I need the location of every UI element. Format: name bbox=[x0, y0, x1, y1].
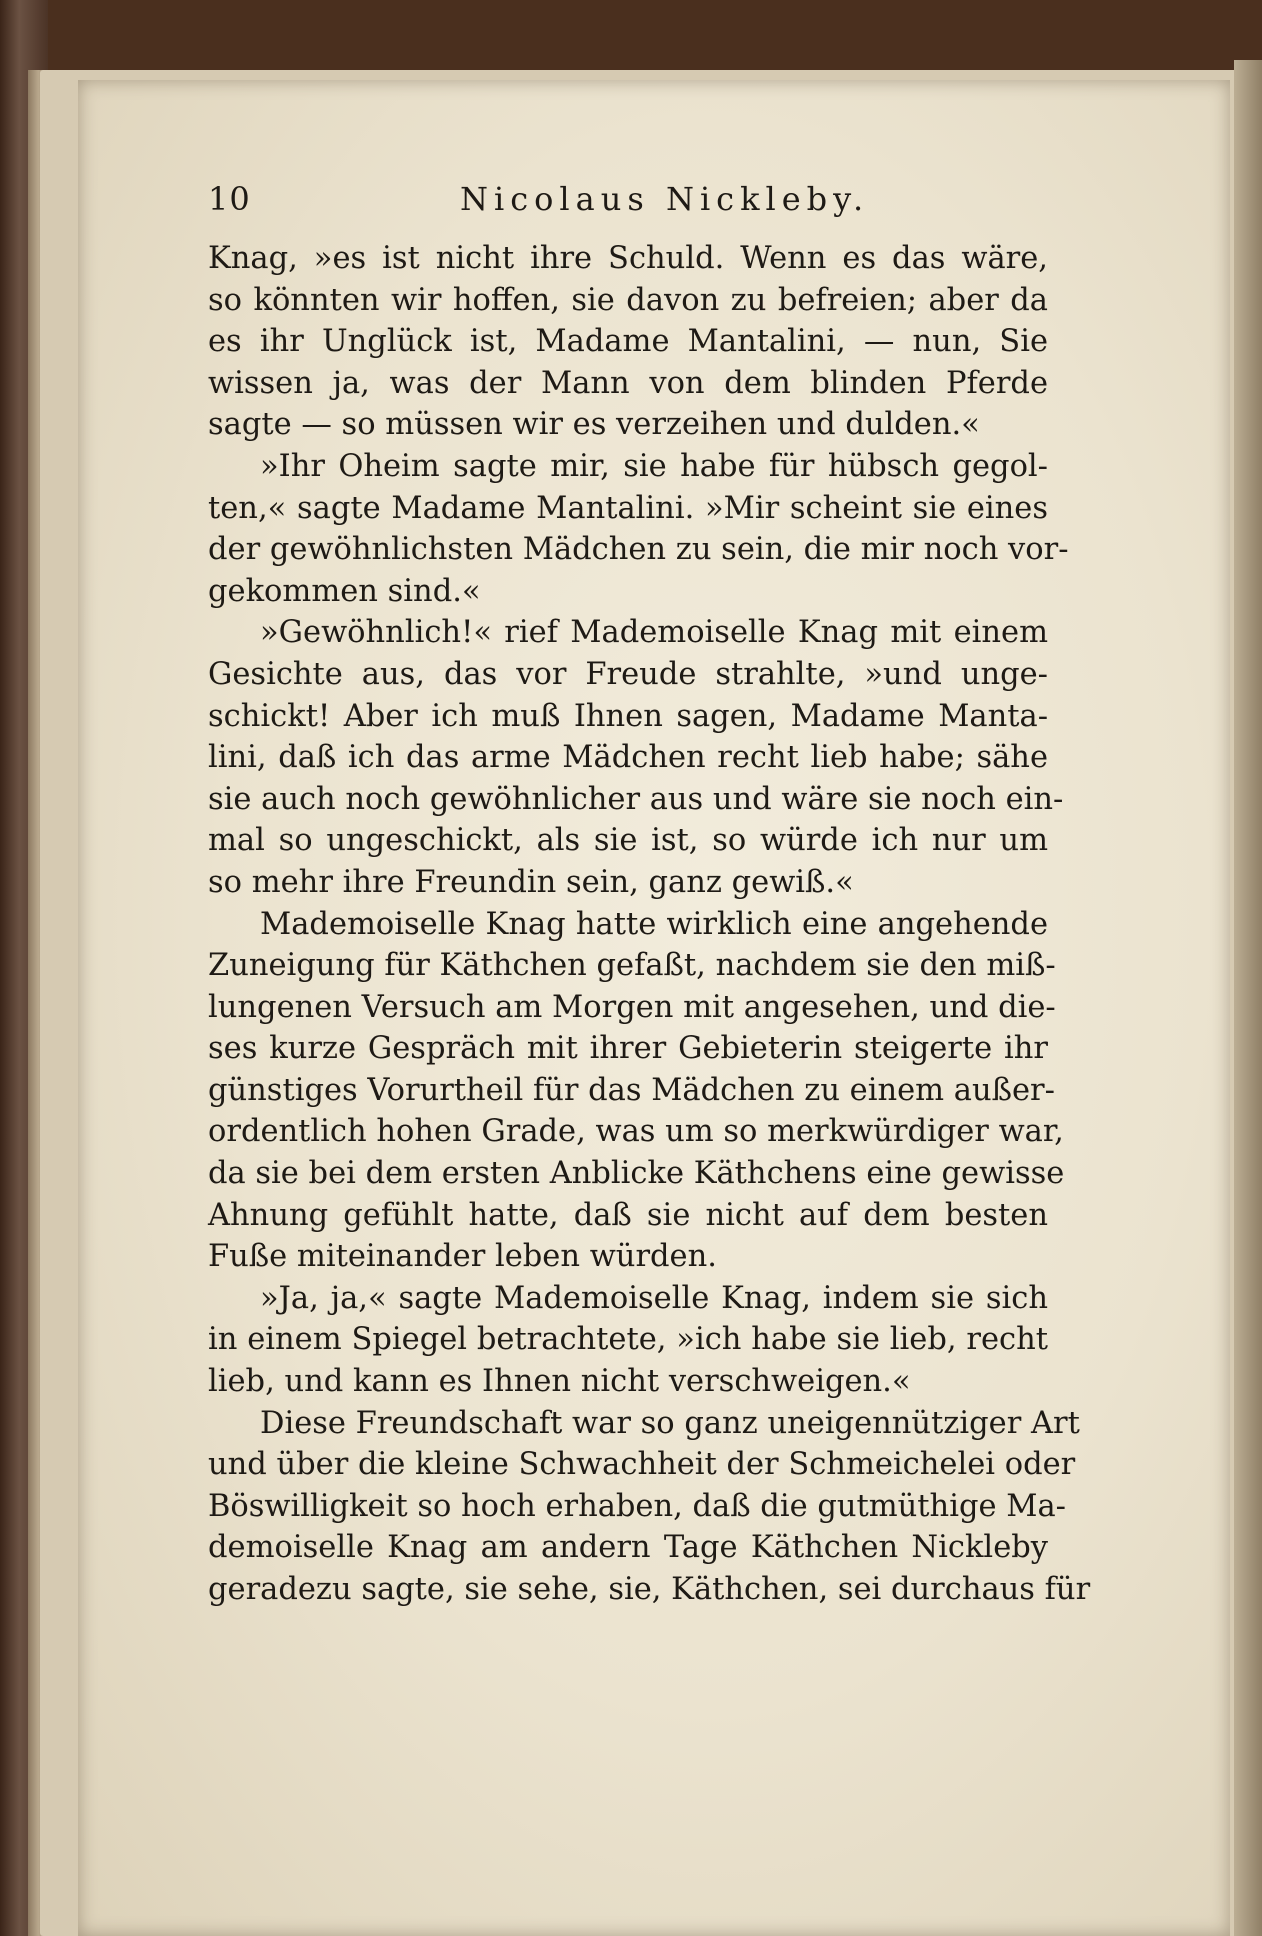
text-line: Gesichte aus, das vor Freude strahlte, »und unge- bbox=[208, 656, 1048, 692]
text-line: Knag, »es ist nicht ihre Schuld. Wenn es das wäre, bbox=[208, 241, 1048, 276]
text-line: ordentlich hohen Grade, was um so merkwürdiger war, bbox=[208, 1114, 1064, 1150]
text-line: und über die kleine Schwachheit der Schmeichelei oder bbox=[208, 1447, 1076, 1483]
text-line: mal so ungeschickt, als sie ist, so würde ich nur um bbox=[208, 823, 1048, 859]
text-line: so mehr ihre Freundin sein, ganz gewiß.« bbox=[208, 864, 854, 900]
text-line: gekommen sind.« bbox=[208, 573, 481, 609]
text-line: ten,« sagte Madame Mantalini. »Mir scheint sie eines bbox=[208, 490, 1048, 526]
page-header bbox=[208, 180, 1048, 228]
text-line: demoiselle Knag am andern Tage Käthchen Nickleby bbox=[208, 1530, 1048, 1566]
text-line: wissen ja, was der Mann von dem blinden Pferde bbox=[208, 365, 1048, 401]
text-line: es ihr Unglück ist, Madame Mantalini, — nun, Sie bbox=[208, 324, 1048, 360]
running-head: Nicolaus Nickleby. bbox=[460, 180, 870, 218]
text-line: ses kurze Gespräch mit ihrer Gebieterin steigerte ihr bbox=[208, 1031, 1048, 1067]
text-line: günstiges Vorurtheil für das Mädchen zu einem außer- bbox=[208, 1072, 1055, 1108]
text-line: Fuße miteinander leben würden. bbox=[208, 1239, 717, 1275]
text-line: lieb, und kann es Ihnen nicht verschweigen.« bbox=[208, 1364, 911, 1400]
text-line: in einem Spiegel betrachtete, »ich habe sie lieb, recht bbox=[208, 1322, 1048, 1358]
text-line: »Gewöhnlich!« rief Mademoiselle Knag mit einem bbox=[260, 615, 1048, 651]
text-line: sie auch noch gewöhnlicher aus und wäre sie noch ein- bbox=[208, 781, 1064, 817]
text-line: geradezu sagte, sie sehe, sie, Käthchen, sei durchaus für bbox=[208, 1572, 1091, 1607]
text-line: so könnten wir hoffen, sie davon zu befreien; aber da bbox=[208, 282, 1048, 318]
body-text bbox=[208, 238, 1091, 1611]
text-line: Mademoiselle Knag hatte wirklich eine angehende bbox=[260, 906, 1048, 942]
text-line: lini, daß ich das arme Mädchen recht lieb habe; sähe bbox=[208, 740, 1048, 776]
text-line: »Ihr Oheim sagte mir, sie habe für hübsch gegol- bbox=[260, 448, 1048, 484]
text-line: der gewöhnlichsten Mädchen zu sein, die mir noch vor- bbox=[208, 532, 1069, 568]
text-line: sagte — so müssen wir es verzeihen und dulden.« bbox=[208, 407, 980, 443]
text-line: lungenen Versuch am Morgen mit angesehen, und die- bbox=[208, 989, 1056, 1025]
text-line: da sie bei dem ersten Anblicke Käthchens eine gewisse bbox=[208, 1156, 1065, 1192]
text-line: Ahnung gefühlt hatte, daß sie nicht auf dem besten bbox=[208, 1197, 1048, 1233]
text-line: Böswilligkeit so hoch erhaben, daß die gutmüthige Ma- bbox=[208, 1488, 1066, 1524]
text-line: »Ja, ja,« sagte Mademoiselle Knag, indem sie sich bbox=[260, 1280, 1048, 1316]
text-line: schickt! Aber ich muß Ihnen sagen, Madame Manta- bbox=[208, 698, 1048, 734]
text-line: Zuneigung für Käthchen gefaßt, nachdem sie den miß- bbox=[208, 948, 1056, 984]
page-number: 10 bbox=[208, 180, 251, 218]
book-cover-edge bbox=[1234, 60, 1262, 1936]
text-line: Diese Freundschaft war so ganz uneigennütziger Art bbox=[260, 1405, 1080, 1441]
